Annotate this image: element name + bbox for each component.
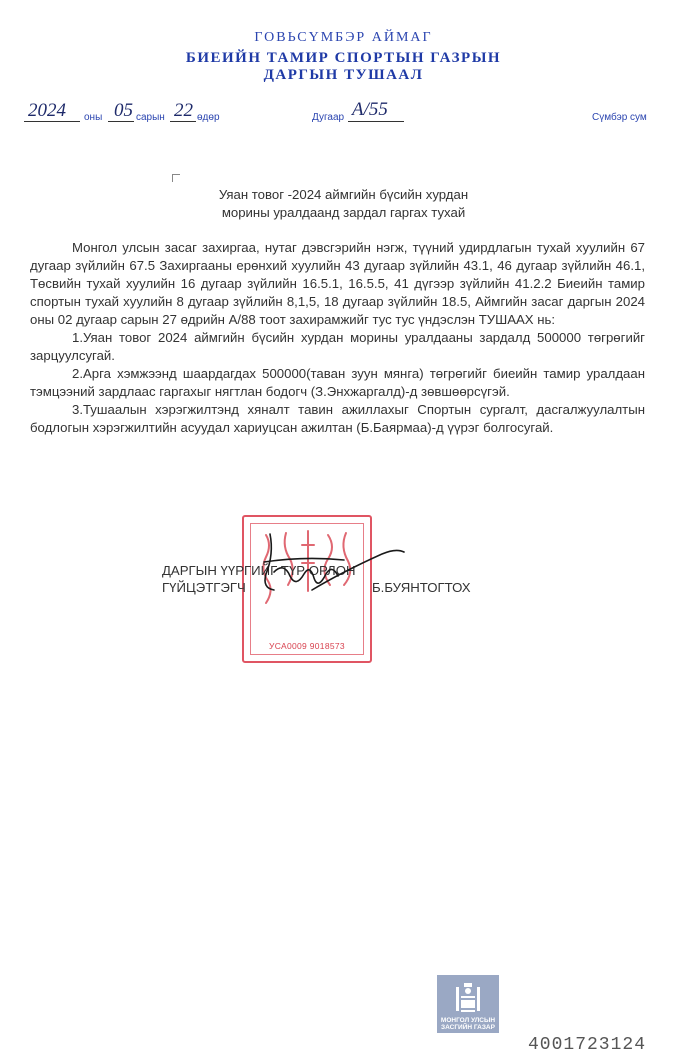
soyombo-icon: [437, 977, 499, 1017]
signatory-name: Б.БУЯНТОГТОХ: [372, 580, 471, 595]
number-handwritten: А/55: [352, 99, 388, 120]
day-label: өдөр: [197, 112, 220, 123]
corner-mark: [172, 174, 180, 182]
month-label: сарын: [136, 112, 165, 123]
emblem-caption-line-1: МОНГОЛ УЛСЫН: [440, 1017, 496, 1024]
handwritten-signature: [252, 528, 412, 608]
year-label: оны: [84, 112, 103, 123]
month-underline: [108, 121, 134, 122]
preamble-paragraph: Монгол улсын засаг захиргаа, нутаг дэвсгэрийн нэгж, түүний удирдлагын тухай хуулийн 67 дугаар зүйлийн 67.5 Захиргааны ерөнхий хуулийн 43 дугаар зүйлийн 43.1, 46 дугаар зүйлийн 46.1, Төсвийн тухай хуулийн 16 дугаар зүйлийн 16.5.1, 16.5.5, 41 дүгээр зүйлийн 41.2.2 Биеийн тамир спортын тухай хуулийн 8 дугаар зүйлийн 8,1,5, 18 дугаар зүйлийн 18.5, Аймгийн засаг даргын 2024 оны 02 дугаар сарын 27 өдрийн А/88 тоот захирамжийг тус тус үндэслэн ТУШААХ нь:: [30, 240, 645, 327]
order-item-1: 1.Уяан товог 2024 аймгийн бүсийн хурдан морины уралдааны зардалд 500000 төгрөгийг зарцуулсугай.: [30, 330, 645, 363]
document-serial-number: 4001723124: [528, 1035, 647, 1055]
number-label: Дугаар: [312, 112, 345, 123]
month-handwritten: 05: [114, 100, 133, 121]
order-item-2: 2.Арга хэмжээнд шаардагдах 500000(таван зуун мянга) төгрөгийг биеийн тамир уралдаан тэмцээний зардлаас гаргахыг нягтлан бодогч (З.Энхжаргалд)-д зөвшөөрсүгэй.: [30, 366, 645, 399]
number-underline: [348, 121, 404, 122]
org-name: БИЕИЙН ТАМИР СПОРТЫН ГАЗРЫН: [185, 50, 502, 66]
day-handwritten: 22: [174, 100, 193, 121]
signatory-title-line-1: ДАРГЫН ҮҮРГИЙГ ТҮР ОРЛОН: [162, 563, 356, 578]
stamp-registration-code: УСА0009 9018573: [269, 641, 345, 651]
year-handwritten: 2024: [28, 100, 66, 121]
order-body: [30, 239, 645, 437]
year-underline: [24, 121, 80, 122]
subject-line-2: морины уралдаанд зардал гаргах тухай: [221, 205, 466, 220]
document-type: ДАРГЫН ТУШААЛ: [263, 67, 424, 83]
org-region: ГОВЬСҮМБЭР АЙМАГ: [254, 30, 433, 45]
government-emblem: [437, 975, 499, 1033]
day-underline: [170, 121, 196, 122]
order-item-3: 3.Тушаалын хэрэгжилтэнд хяналт тавин ажиллахыг Спортын сургалт, дасгалжуулалтын бодлогын хэрэгжилтийн асуудал хариуцсан ажилтан (Б.Баярмаа)-д үүрэг болгосугай.: [30, 402, 645, 435]
emblem-caption-line-2: ЗАСГИЙН ГАЗАР: [441, 1024, 495, 1031]
place-label: Сүмбэр сум: [592, 112, 647, 123]
subject-line-1: Уяан товог -2024 аймгийн бүсийн хурдан: [218, 187, 469, 202]
signatory-title-line-2: ГҮЙЦЭТГЭГЧ: [162, 580, 246, 595]
